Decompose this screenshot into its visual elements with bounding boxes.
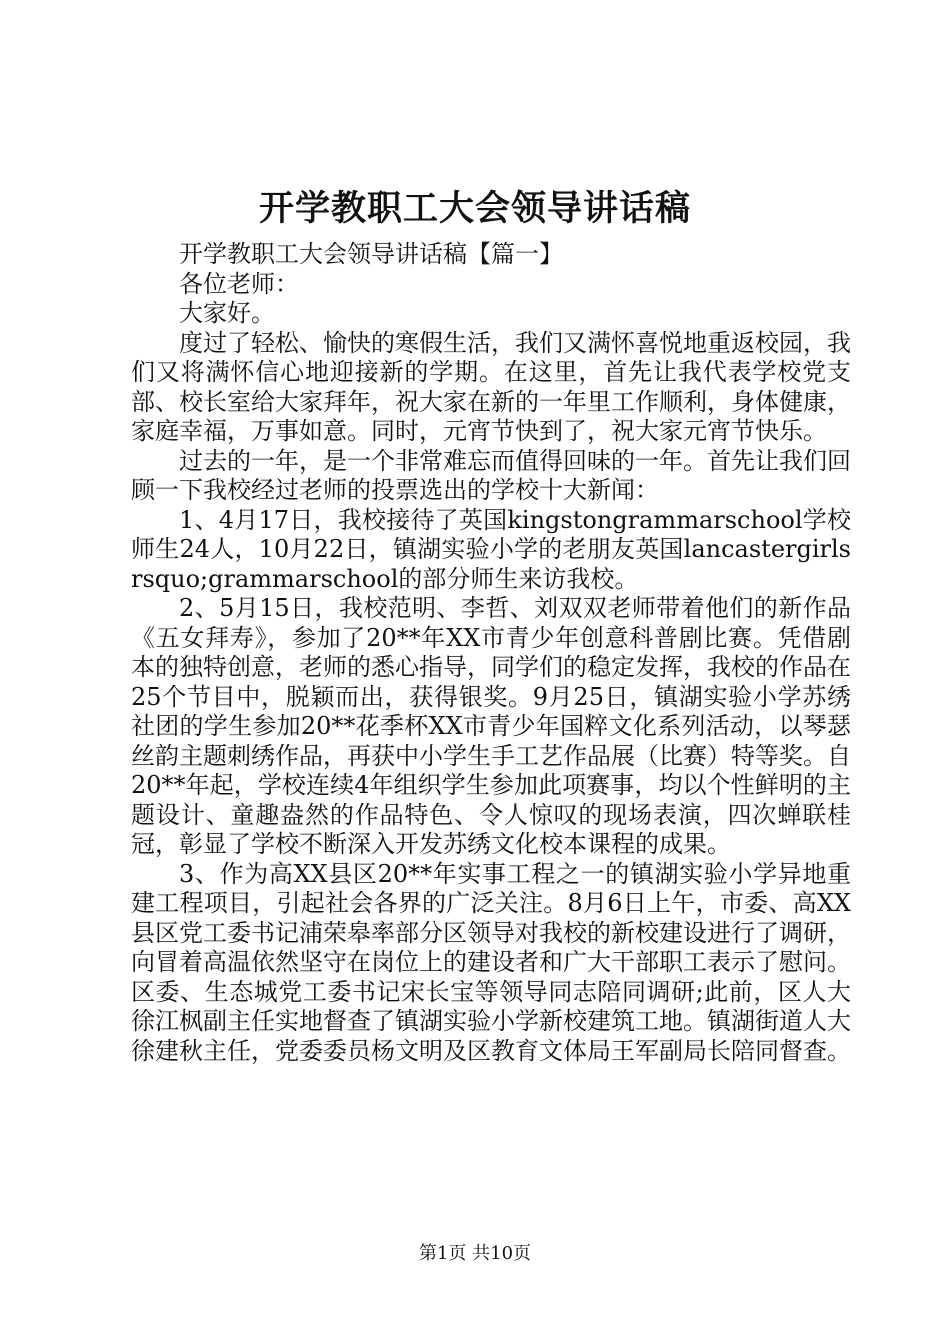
document-title: 开学教职工大会领导讲话稿 (258, 188, 691, 229)
paragraph-opening: 度过了轻松、愉快的寒假生活，我们又满怀喜悦地重返校园，我们又将满怀信心地迎接新的学期。在这里，首先让我代表学校党支部、校长室给大家拜年，祝大家在新的一年里工作顺利，身体健康，家庭幸福，万事如意。同时，元宵节快到了，祝大家元宵节快乐。 (131, 328, 851, 445)
paragraph-news-item-2: 2、5月15日，我校范明、李哲、刘双双老师带着他们的新作品《五女拜寿》，参加了20**年XX市青少年创意科普剧比赛。凭借剧本的独特创意，老师的悉心指导，同学们的稳定发挥，我校的作品在25个节目中，脱颖而出，获得银奖。9月25日，镇湖实验小学苏绣社团的学生参加20**花季杯XX市青少年国粹文化系列活动，以琴瑟丝韵主题刺绣作品，再获中小学生手工艺作品展（比赛）特等奖。自20**年起，学校连续4年组织学生参加此项赛事，均以个性鲜明的主题设计、童趣盎然的作品特色、令人惊叹的现场表演，四次蝉联桂冠，彰显了学校不断深入开发苏绣文化校本课程的成果。 (131, 594, 851, 858)
paragraph-news-item-3: 3、作为高XX县区20**年实事工程之一的镇湖实验小学异地重建工程项目，引起社会各界的广泛关注。8月6日上午，市委、高XX县区党工委书记浦荣皋率部分区领导对我校的新校建设进行了调研，向冒着高温依然坚守在岗位上的建设者和广大干部职工表示了慰问。区委、生态城党工委书记宋长宝等领导同志陪同调研;此前，区人大徐江枫副主任实地督查了镇湖实验小学新校建筑工地。镇湖街道人大徐建秋主任，党委委员杨文明及区教育文体局王军副局长陪同督查。 (131, 859, 851, 1065)
document-body (131, 240, 851, 1066)
paragraph-news-item-1: 1、4月17日，我校接待了英国kingstongrammarschool学校师生24人，10月22日，镇湖实验小学的老朋友英国lancastergirlsrsquo;grammarschool的部分师生来访我校。 (131, 505, 851, 593)
paragraph-greeting: 大家好。 (179, 299, 275, 327)
paragraph-section-heading: 开学教职工大会领导讲话稿【篇一】 (179, 240, 563, 268)
paragraph-review-intro: 过去的一年，是一个非常难忘而值得回味的一年。首先让我们回顾一下我校经过老师的投票选出的学校十大新闻： (131, 446, 851, 504)
page-footer: 第1页 共10页 (418, 1243, 532, 1264)
paragraph-salutation: 各位老师： (179, 269, 299, 298)
